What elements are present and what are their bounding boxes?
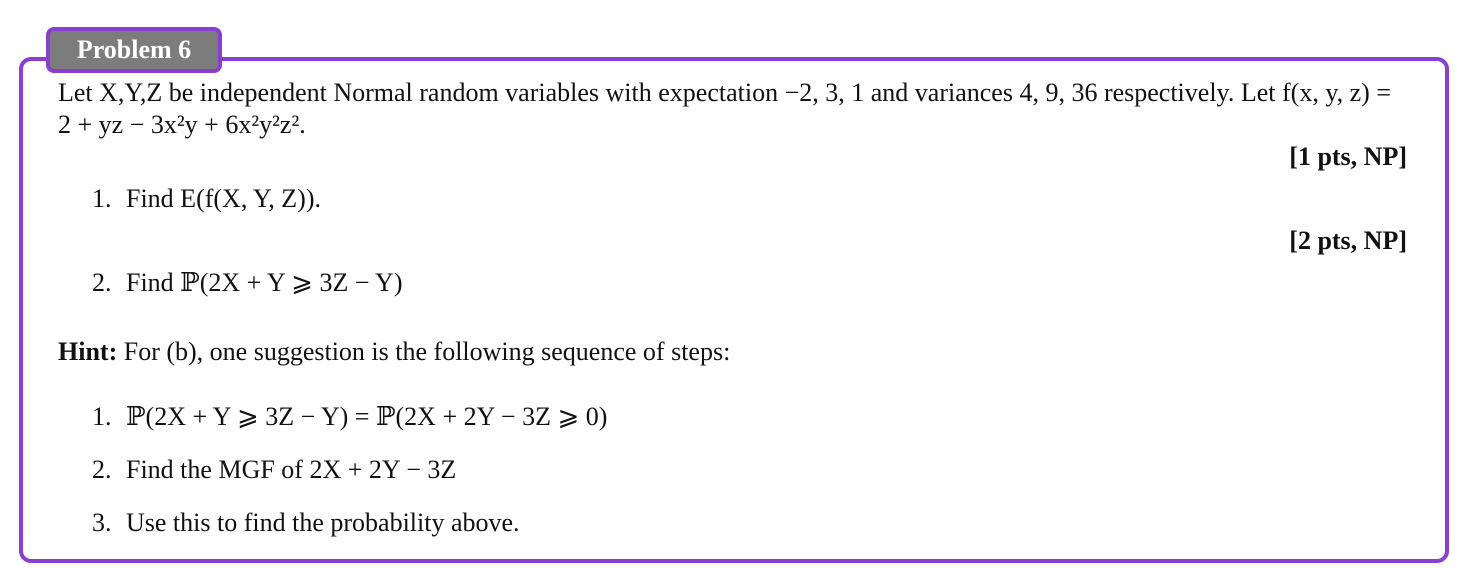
intro-line-1	[58, 78, 1391, 108]
hint-step-1-text: ℙ(2X + Y ⩾ 3Z − Y) = ℙ(2X + 2Y − 3Z ⩾ 0)	[126, 402, 608, 431]
part-1-number: 1.	[92, 184, 112, 213]
problem-title: Problem 6	[76, 35, 192, 64]
part-2	[92, 268, 402, 298]
hint-step-2-number: 2.	[92, 455, 112, 484]
hint-step-3-text: Use this to find the probability above.	[126, 508, 520, 537]
hint-step-1-number: 1.	[92, 402, 112, 431]
part-2-number: 2.	[92, 268, 112, 297]
intro-line-2	[58, 110, 306, 140]
hint-step-3-number: 3.	[92, 508, 112, 537]
intro-text-2: 2 + yz − 3x²y + 6x²y²z².	[58, 110, 306, 139]
hint	[58, 337, 730, 367]
part-2-points: [2 pts, NP]	[1289, 226, 1407, 255]
hint-step-3	[92, 508, 520, 538]
hint-step-2-text: Find the MGF of 2X + 2Y − 3Z	[126, 455, 457, 484]
intro-text-1: Let X,Y,Z be independent Normal random variables with expectation −2, 3, 1 and variances 4, 9, 36 respectively. Let f(x, y, z) =	[58, 78, 1391, 107]
part-2-text: Find ℙ(2X + Y ⩾ 3Z − Y)	[126, 268, 403, 297]
hint-step-1	[92, 402, 607, 432]
part-1-text: Find E(f(X, Y, Z)).	[126, 184, 321, 213]
hint-step-2	[92, 455, 456, 485]
part-1-points: [1 pts, NP]	[1289, 142, 1407, 171]
hint-text: For (b), one suggestion is the following sequence of steps:	[123, 337, 731, 366]
problem-title-tab	[46, 27, 222, 73]
hint-label: Hint:	[58, 337, 118, 366]
part-1	[92, 184, 321, 214]
